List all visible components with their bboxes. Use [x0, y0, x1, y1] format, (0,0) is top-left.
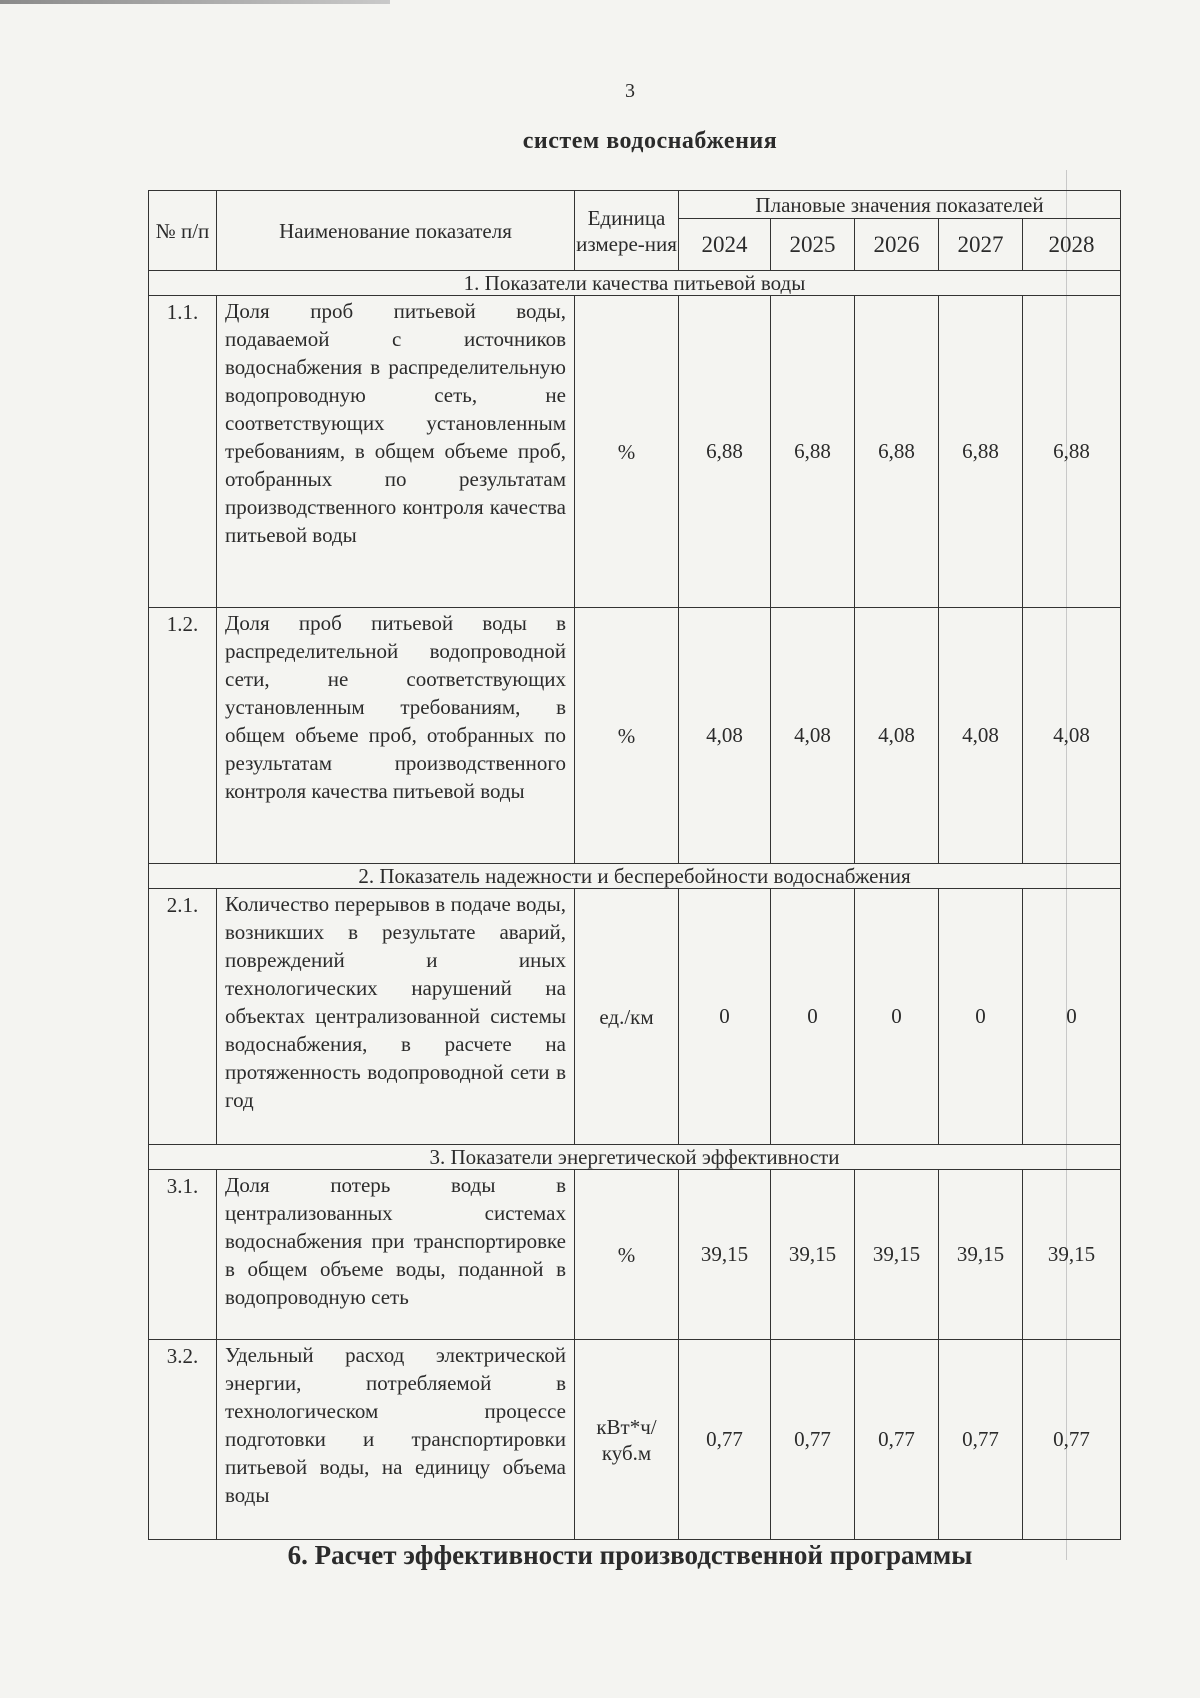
row-number: 1.2.	[149, 608, 217, 864]
section-title: 2. Показатель надежности и бесперебойности водоснабжения	[149, 864, 1121, 889]
header-year: 2024	[679, 219, 771, 271]
header-year: 2027	[939, 219, 1023, 271]
row-value: 0	[939, 889, 1023, 1145]
table-row	[149, 1170, 1121, 1340]
row-number: 1.1.	[149, 296, 217, 608]
row-value: 4,08	[771, 608, 855, 864]
row-unit: ед./км	[575, 889, 679, 1145]
row-value: 4,08	[1023, 608, 1121, 864]
row-unit: %	[575, 1170, 679, 1340]
table-row	[149, 1340, 1121, 1540]
section-row	[149, 1145, 1121, 1170]
table-row	[149, 608, 1121, 864]
header-year: 2026	[855, 219, 939, 271]
page-heading: систем водоснабжения	[522, 128, 778, 154]
scan-edge	[0, 0, 390, 4]
section-title: 1. Показатели качества питьевой воды	[149, 271, 1121, 296]
row-value: 4,08	[939, 608, 1023, 864]
header-planned: Плановые значения показателей	[679, 191, 1121, 219]
row-value: 0,77	[855, 1340, 939, 1540]
table-row	[149, 889, 1121, 1145]
section-row	[149, 864, 1121, 889]
row-value: 0,77	[679, 1340, 771, 1540]
row-value: 0,77	[1023, 1340, 1121, 1540]
header-year: 2025	[771, 219, 855, 271]
header-name: Наименование показателя	[217, 191, 575, 271]
row-name: Доля проб питьевой воды, подаваемой с источников водоснабжения в распределительную водопроводную сеть, не соответствующих установленным требованиям, в общем объеме проб, отобранных по результатам производственного контроля качества питьевой воды	[217, 296, 575, 608]
row-unit: кВт*ч/ куб.м	[575, 1340, 679, 1540]
row-value: 39,15	[679, 1170, 771, 1340]
row-value: 0	[771, 889, 855, 1145]
header-year: 2028	[1023, 219, 1121, 271]
row-number: 3.1.	[149, 1170, 217, 1340]
row-value: 0,77	[771, 1340, 855, 1540]
section-row	[149, 271, 1121, 296]
row-value: 39,15	[771, 1170, 855, 1340]
row-value: 39,15	[1023, 1170, 1121, 1340]
row-value: 0,77	[939, 1340, 1023, 1540]
row-number: 3.2.	[149, 1340, 217, 1540]
section-title: 3. Показатели энергетической эффективности	[149, 1145, 1121, 1170]
row-unit: %	[575, 608, 679, 864]
row-number: 2.1.	[149, 889, 217, 1145]
row-name: Доля проб питьевой воды в распределительной водопроводной сети, не соответствующих установленным требованиям, в общем объеме проб, отобранных по результатам производственного контроля качества питьевой воды	[217, 608, 575, 864]
row-value: 6,88	[771, 296, 855, 608]
row-value: 39,15	[855, 1170, 939, 1340]
row-value: 4,08	[855, 608, 939, 864]
row-name: Количество перерывов в подаче воды, возникших в результате аварий, повреждений и иных технологических нарушений на объектах централизованной системы водоснабжения, в расчете на протяженность водопроводной сети в год	[217, 889, 575, 1145]
row-value: 6,88	[939, 296, 1023, 608]
row-value: 0	[1023, 889, 1121, 1145]
indicators-table	[148, 190, 1121, 1540]
section-heading: 6. Расчет эффективности производственной программы	[287, 1540, 973, 1570]
row-unit: %	[575, 296, 679, 608]
row-value: 6,88	[1023, 296, 1121, 608]
header-num: № п/п	[149, 191, 217, 271]
row-value: 0	[855, 889, 939, 1145]
row-name: Доля потерь воды в централизованных системах водоснабжения при транспортировке в общем объеме воды, поданной в водопроводную сеть	[217, 1170, 575, 1340]
row-value: 6,88	[679, 296, 771, 608]
row-value: 6,88	[855, 296, 939, 608]
row-value: 39,15	[939, 1170, 1023, 1340]
row-value: 4,08	[679, 608, 771, 864]
row-name: Удельный расход электрической энергии, потребляемой в технологическом процессе подготовки и транспортировки питьевой воды, на единицу объема воды	[217, 1340, 575, 1540]
page-number: 3	[625, 80, 635, 102]
row-value: 0	[679, 889, 771, 1145]
header-unit: Единица измере-ния	[575, 191, 679, 271]
table-row	[149, 296, 1121, 608]
